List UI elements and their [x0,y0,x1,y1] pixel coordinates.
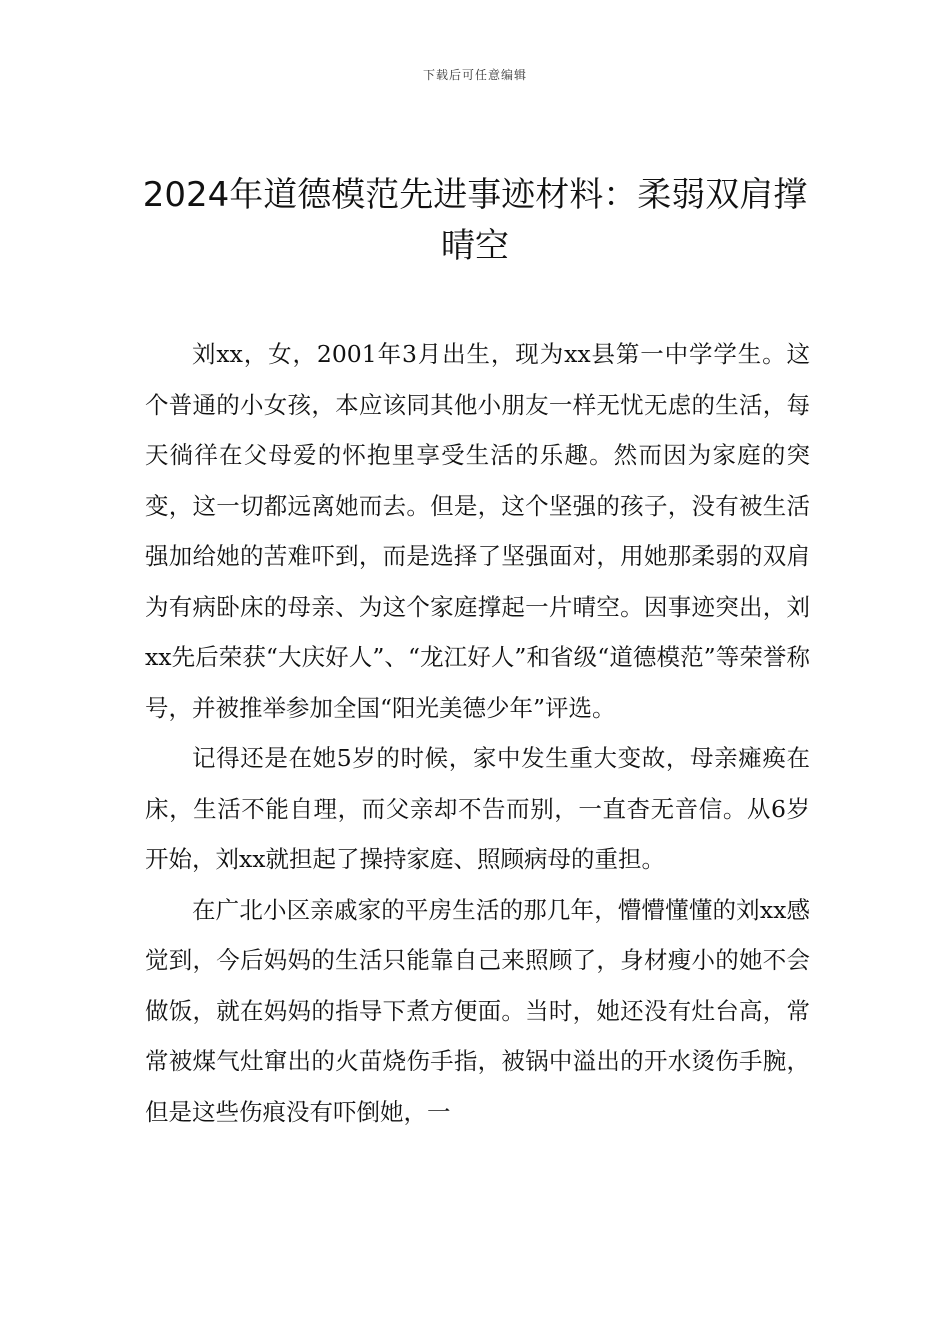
document-title: 2024年道德模范先进事迹材料：柔弱双肩撑晴空 [142,175,808,266]
header-note: 下载后可任意编辑 [422,68,527,82]
paragraph: 刘xx，女，2001年3月出生，现为xx县第一中学学生。这个普通的小女孩，本应该同其他小朋友一样无忧无虑的生活，每天徜徉在父母爱的怀抱里享受生活的乐趣。然而因为家庭的突变，这一切都远离她而去。但是，这个坚强的孩子，没有被生活强加给她的苦难吓到，而是选择了坚强面对，用她那柔弱的双肩为有病卧床的母亲、为这个家庭撑起一片晴空。因事迹突出，刘xx先后荣获“大庆好人”、“龙江好人”和省级“道德模范”等荣誉称号，并被推举参加全国“阳光美德少年”评选。 [145,340,810,722]
document-body [145,329,810,1137]
paragraph: 在广北小区亲戚家的平房生活的那几年，懵懵懂懂的刘xx感觉到，今后妈妈的生活只能靠自己来照顾了，身材瘦小的她不会做饭，就在妈妈的指导下煮方便面。当时，她还没有灶台高，常常被煤气灶窜出的火苗烧伤手指，被锅中溢出的开水烫伤手腕，但是这些伤痕没有吓倒她，一 [145,895,810,1126]
paragraph: 记得还是在她5岁的时候，家中发生重大变故，母亲瘫痪在床，生活不能自理，而父亲却不告而别，一直杳无音信。从6岁开始，刘xx就担起了操持家庭、照顾病母的重担。 [145,744,810,873]
